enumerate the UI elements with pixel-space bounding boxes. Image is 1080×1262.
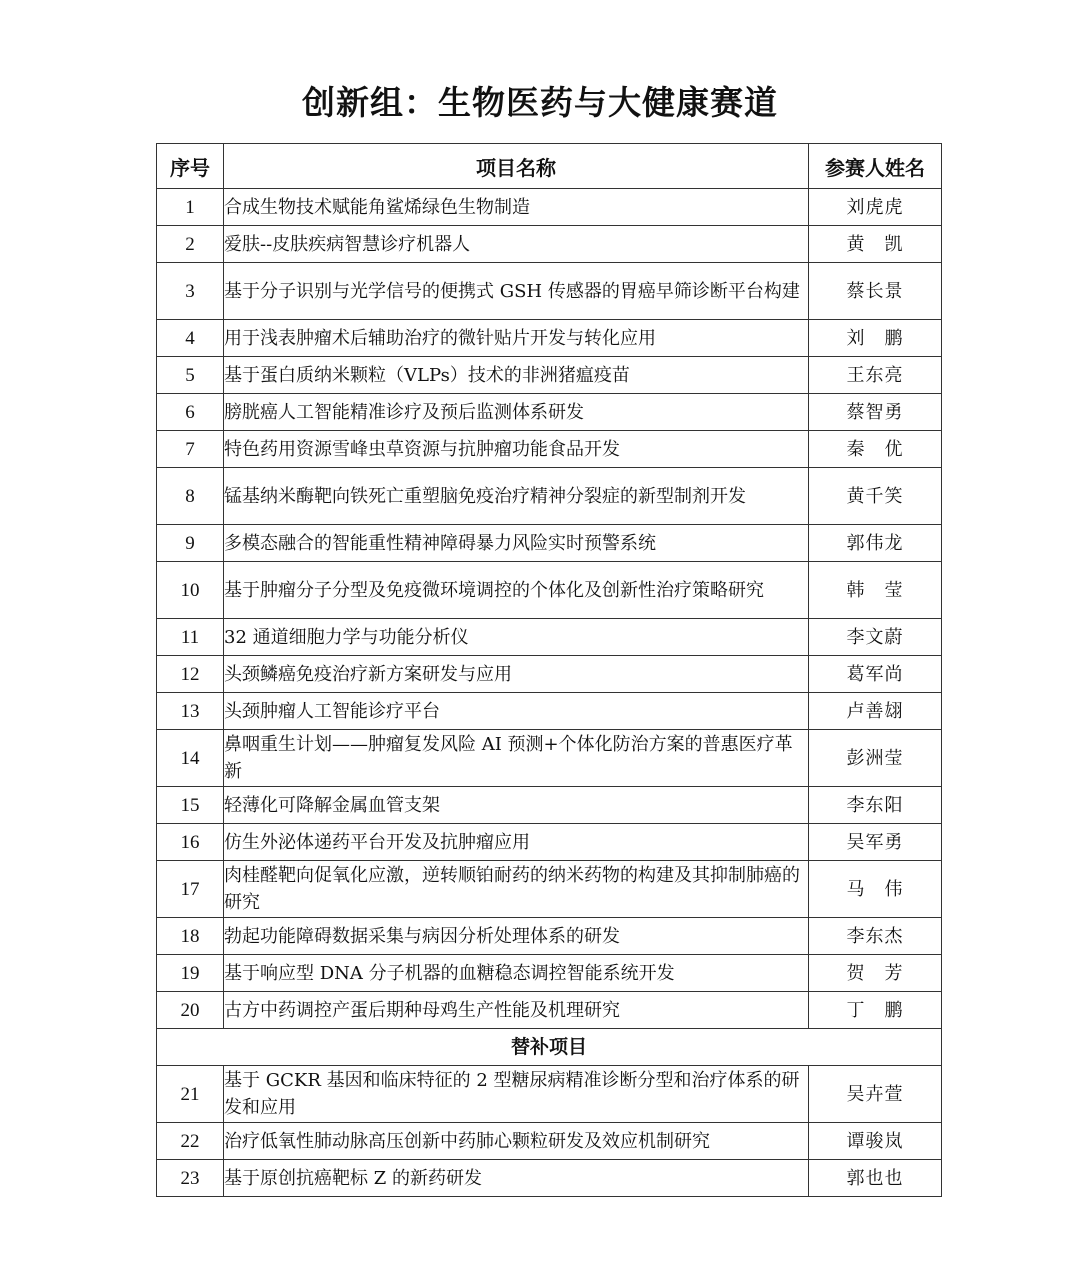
row-project-name: 32 通道细胞力学与功能分析仪 xyxy=(224,619,809,656)
table-row xyxy=(157,320,942,357)
row-index: 22 xyxy=(157,1123,224,1160)
row-participant: 吴军勇 xyxy=(809,824,942,861)
table-row xyxy=(157,525,942,562)
row-index: 18 xyxy=(157,918,224,955)
row-project-name: 膀胱癌人工智能精准诊疗及预后监测体系研发 xyxy=(224,394,809,431)
table-row xyxy=(157,226,942,263)
row-participant: 郭伟龙 xyxy=(809,525,942,562)
row-index: 7 xyxy=(157,431,224,468)
table-row xyxy=(157,562,942,619)
row-participant: 谭骏岚 xyxy=(809,1123,942,1160)
table-row xyxy=(157,619,942,656)
header-index: 序号 xyxy=(157,144,224,189)
table-row xyxy=(157,693,942,730)
row-participant: 刘虎虎 xyxy=(809,189,942,226)
row-index: 16 xyxy=(157,824,224,861)
row-index: 3 xyxy=(157,263,224,320)
row-index: 6 xyxy=(157,394,224,431)
row-index: 8 xyxy=(157,468,224,525)
row-participant: 彭洲莹 xyxy=(809,730,942,787)
row-participant: 郭也也 xyxy=(809,1160,942,1197)
row-index: 1 xyxy=(157,189,224,226)
row-index: 15 xyxy=(157,787,224,824)
row-index: 14 xyxy=(157,730,224,787)
row-index: 23 xyxy=(157,1160,224,1197)
table-row xyxy=(157,1160,942,1197)
row-index: 21 xyxy=(157,1066,224,1123)
table-row xyxy=(157,431,942,468)
row-participant: 李东杰 xyxy=(809,918,942,955)
row-project-name: 合成生物技术赋能角鲨烯绿色生物制造 xyxy=(224,189,809,226)
row-project-name: 基于蛋白质纳米颗粒（VLPs）技术的非洲猪瘟疫苗 xyxy=(224,357,809,394)
row-index: 17 xyxy=(157,861,224,918)
table-row xyxy=(157,787,942,824)
row-project-name: 轻薄化可降解金属血管支架 xyxy=(224,787,809,824)
row-project-name: 爱肤--皮肤疾病智慧诊疗机器人 xyxy=(224,226,809,263)
row-index: 2 xyxy=(157,226,224,263)
row-index: 13 xyxy=(157,693,224,730)
row-project-name: 基于肿瘤分子分型及免疫微环境调控的个体化及创新性治疗策略研究 xyxy=(224,562,809,619)
row-project-name: 肉桂醛靶向促氧化应激，逆转顺铂耐药的纳米药物的构建及其抑制肺癌的研究 xyxy=(224,861,809,918)
table-row xyxy=(157,357,942,394)
row-project-name: 古方中药调控产蛋后期种母鸡生产性能及机理研究 xyxy=(224,992,809,1029)
table-row xyxy=(157,861,942,918)
table-row xyxy=(157,955,942,992)
row-project-name: 仿生外泌体递药平台开发及抗肿瘤应用 xyxy=(224,824,809,861)
row-project-name: 基于分子识别与光学信号的便携式 GSH 传感器的胃癌早筛诊断平台构建 xyxy=(224,263,809,320)
row-project-name: 用于浅表肿瘤术后辅助治疗的微针贴片开发与转化应用 xyxy=(224,320,809,357)
row-project-name: 治疗低氧性肺动脉高压创新中药肺心颗粒研发及效应机制研究 xyxy=(224,1123,809,1160)
row-project-name: 基于响应型 DNA 分子机器的血糖稳态调控智能系统开发 xyxy=(224,955,809,992)
row-project-name: 基于原创抗癌靶标 Z 的新药研发 xyxy=(224,1160,809,1197)
row-index: 10 xyxy=(157,562,224,619)
table-row xyxy=(157,1066,942,1123)
row-index: 11 xyxy=(157,619,224,656)
row-project-name: 鼻咽重生计划——肿瘤复发风险 AI 预测+个体化防治方案的普惠医疗革新 xyxy=(224,730,809,787)
row-project-name: 锰基纳米酶靶向铁死亡重塑脑免疫治疗精神分裂症的新型制剂开发 xyxy=(224,468,809,525)
row-participant: 李文蔚 xyxy=(809,619,942,656)
table-row xyxy=(157,1123,942,1160)
row-participant: 马 伟 xyxy=(809,861,942,918)
row-participant: 丁 鹏 xyxy=(809,992,942,1029)
table-row xyxy=(157,189,942,226)
row-participant: 卢善翃 xyxy=(809,693,942,730)
substitute-section-label: 替补项目 xyxy=(157,1029,942,1066)
document-title: 创新组：生物医药与大健康赛道 xyxy=(302,83,778,122)
row-participant: 王东亮 xyxy=(809,357,942,394)
row-participant: 黄 凯 xyxy=(809,226,942,263)
table-row xyxy=(157,992,942,1029)
project-table xyxy=(156,143,942,1197)
row-participant: 蔡智勇 xyxy=(809,394,942,431)
row-participant: 韩 莹 xyxy=(809,562,942,619)
row-participant: 吴卉萱 xyxy=(809,1066,942,1123)
table-row xyxy=(157,468,942,525)
row-index: 12 xyxy=(157,656,224,693)
header-project-name: 项目名称 xyxy=(224,144,809,189)
table-header-row xyxy=(157,144,942,189)
row-participant: 刘 鹏 xyxy=(809,320,942,357)
row-participant: 贺 芳 xyxy=(809,955,942,992)
table-row xyxy=(157,263,942,320)
row-project-name: 基于 GCKR 基因和临床特征的 2 型糖尿病精准诊断分型和治疗体系的研发和应用 xyxy=(224,1066,809,1123)
table-row xyxy=(157,730,942,787)
table-row xyxy=(157,394,942,431)
row-index: 4 xyxy=(157,320,224,357)
row-project-name: 头颈鳞癌免疫治疗新方案研发与应用 xyxy=(224,656,809,693)
row-participant: 蔡长景 xyxy=(809,263,942,320)
row-index: 20 xyxy=(157,992,224,1029)
table-row xyxy=(157,918,942,955)
substitute-section-row xyxy=(157,1029,942,1066)
row-participant: 葛军尚 xyxy=(809,656,942,693)
row-project-name: 勃起功能障碍数据采集与病因分析处理体系的研发 xyxy=(224,918,809,955)
header-participant: 参赛人姓名 xyxy=(809,144,942,189)
row-project-name: 多模态融合的智能重性精神障碍暴力风险实时预警系统 xyxy=(224,525,809,562)
row-index: 9 xyxy=(157,525,224,562)
row-participant: 黄千笑 xyxy=(809,468,942,525)
row-index: 5 xyxy=(157,357,224,394)
table-row xyxy=(157,656,942,693)
row-index: 19 xyxy=(157,955,224,992)
row-project-name: 头颈肿瘤人工智能诊疗平台 xyxy=(224,693,809,730)
row-participant: 秦 优 xyxy=(809,431,942,468)
row-participant: 李东阳 xyxy=(809,787,942,824)
row-project-name: 特色药用资源雪峰虫草资源与抗肿瘤功能食品开发 xyxy=(224,431,809,468)
table-row xyxy=(157,824,942,861)
